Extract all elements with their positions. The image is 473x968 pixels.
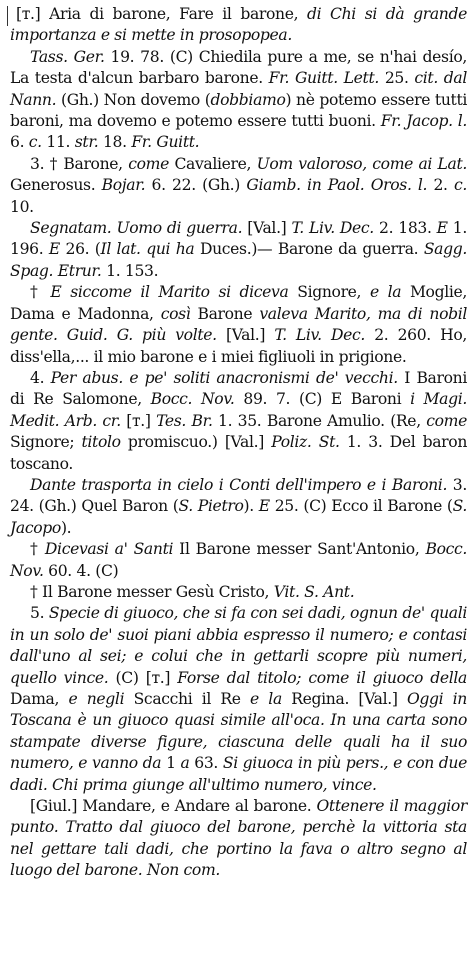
italic-run: Dicevasi a' Santi (44, 540, 174, 559)
italic-run: Il lat. qui ha (100, 240, 195, 259)
text-run: 11. (41, 133, 75, 152)
italic-run: così (160, 304, 191, 323)
text-run: 25. (378, 69, 415, 88)
italic-run: titolo (81, 433, 121, 452)
entry-paragraph (10, 582, 467, 603)
text-run: 60. 4. (C) (43, 561, 119, 580)
text-run: [Giul.] Mandare, e Andare al barone. (30, 797, 317, 816)
entry-paragraph (10, 796, 467, 882)
text-run: ). (60, 518, 72, 537)
entry-paragraph (10, 4, 467, 47)
text-run: Regina. [Val.] (281, 690, 407, 708)
text-run: ) nè potemo essere tutti baroni, ma dovemo e potemo essere tutti buoni. (10, 90, 468, 131)
italic-run: Uom valoroso, come ai Lat. (256, 154, 467, 173)
italic-run: Forse dal titolo; come il giuoco della (177, 668, 467, 687)
text-run: [ᴛ.] (120, 411, 157, 430)
text-run: 1 (161, 754, 181, 773)
entry-paragraph (10, 154, 467, 218)
italic-run: Specie di giuoco, che si fa con sei dadi, ognun de' quali in un solo de' suoi piani abbia espresso il numero; e contasi dall'uno al sei; e colui che in gettarli scopre più numeri, quello vince. (10, 604, 467, 687)
italic-run: e la (369, 283, 402, 302)
text-run: promiscuo.) [Val.] (120, 433, 272, 452)
text-run: 1. 35. Barone Amulio. (Re, (212, 411, 427, 430)
italic-run: Poliz. St. (271, 433, 340, 452)
italic-run: Oggi in Toscana è un giuoco quasi simile all'oca. In una carta sono stampate diverse figure, ciascuna delle quali ha il suo numero, e vanno da (10, 690, 467, 773)
italic-run: dobbiamo (210, 90, 286, 109)
italic-run: S. Pietro (178, 497, 244, 516)
text-run: I Baroni di Re Salomone, (10, 368, 467, 409)
italic-run: come (426, 411, 467, 430)
italic-run: i Magi. Medit. Arb. cr. (10, 390, 467, 430)
text-run: 1. 196. (10, 219, 467, 259)
italic-run: E (258, 497, 270, 516)
italic-run: Dante trasporta in cielo i Conti dell'impero e i Baroni. (30, 475, 448, 494)
entry-paragraph (10, 603, 467, 796)
text-run: 4. (30, 368, 51, 387)
italic-run: c. (453, 176, 467, 195)
text-run: 18. (98, 133, 132, 152)
italic-run: come (128, 154, 169, 173)
entry-paragraph (10, 539, 467, 582)
text-run: 1. 3. Del baron toscano. (10, 433, 468, 473)
italic-run: T. Liv. Dec. (291, 219, 374, 238)
entry-paragraph (10, 218, 467, 282)
text-run: (C) [ᴛ.] (108, 668, 178, 687)
text-run: Scacchi il Re (124, 690, 251, 708)
text-run: 10. (10, 197, 34, 216)
italic-run: E (48, 240, 60, 259)
italic-run: cit. dal Nann. (10, 69, 467, 109)
italic-run: e negli (68, 690, 125, 708)
italic-run: Giamb. in Paol. Oros. l. (246, 176, 428, 195)
italic-run: E siccome il Marito si diceva (50, 283, 289, 302)
italic-run: T. Liv. Dec. (274, 326, 365, 345)
italic-run: Fr. Guitt. Lett. (268, 69, 379, 88)
text-run: Moglie, Dama e Madonna, (10, 283, 467, 323)
entry-paragraph (10, 282, 467, 368)
italic-run: valeva Marito, ma di nobil gente. Guid. G. più volte. (10, 304, 468, 345)
italic-run: Per abus. e pe' soliti anacronismi de' vecchi. (50, 368, 398, 387)
italic-run: Fr. Jacop. l. (380, 112, 468, 131)
entry-paragraph (10, 368, 467, 475)
text-run: 2. 183. (373, 219, 437, 238)
italic-run: E (436, 219, 448, 238)
text-run: [ᴛ.] Aria di barone, Fare il barone, (16, 5, 307, 23)
text-run: Barone (190, 304, 260, 323)
text-run: Generosus. (10, 176, 102, 195)
italic-run: Sagg. Spag. Etrur. (10, 240, 467, 280)
italic-run: Tes. Br. (156, 411, 213, 430)
text-run: 3. † Barone, (30, 154, 129, 173)
text-run: 26. ( (59, 240, 101, 259)
text-run: 25. (C) Ecco il Barone ( (269, 497, 453, 516)
text-run: † (30, 283, 51, 302)
italic-run: Segnatam. Uomo di guerra. (30, 219, 243, 238)
italic-run: S. Jacopo (10, 497, 467, 537)
text-run: 2. (427, 176, 454, 195)
text-run: Signore, (288, 283, 370, 302)
text-run: 6. (10, 133, 29, 152)
italic-run: di Chi si dà grande importanza e si mette in prosopopea. (10, 5, 467, 45)
italic-run: Tass. Ger. (30, 47, 105, 66)
text-run: 2. 260. Ho, diss'ella,... il mio barone e i miei figliuoli in prigione. (10, 326, 467, 366)
text-run: Il Barone messer Sant'Antonio, (173, 540, 426, 559)
text-run: 1. 153. (101, 261, 159, 280)
text-run: Dama, (10, 690, 69, 708)
text-run: 5. (30, 604, 49, 623)
text-run: Cavaliere, (168, 154, 257, 173)
text-run: 63. (189, 754, 223, 773)
italic-run: Bojar. (101, 176, 146, 195)
text-run: † (30, 540, 45, 559)
text-run: 89. 7. (C) E Baroni (234, 390, 411, 409)
text-run: [Val.] (216, 326, 275, 345)
italic-run: Bocc. Nov. (10, 540, 467, 580)
text-run: [Val.] (242, 219, 292, 238)
italic-run: Fr. Guitt. (131, 133, 200, 152)
text-run: † Il Barone messer Gesù Cristo, (30, 582, 274, 601)
text-run: (Gh.) Non dovemo ( (56, 90, 211, 109)
italic-run: e la (250, 690, 282, 708)
column-rule (7, 6, 8, 26)
text-run: 6. 22. (Gh.) (145, 176, 247, 195)
italic-run: Si giuoca in più pers., e con due dadi. Chi prima giunge all'ultimo numero, vince. (10, 754, 467, 794)
entry-paragraph (10, 47, 467, 154)
italic-run: c. (28, 133, 42, 152)
italic-run: Bocc. Nov. (150, 390, 235, 409)
italic-run: Vit. S. Ant. (273, 582, 355, 601)
text-run: Signore; (10, 433, 82, 452)
italic-run: a (180, 754, 190, 773)
text-run: Duces.)— Barone da guerra. (194, 240, 424, 259)
text-run: ). (243, 497, 259, 516)
italic-run: str. (74, 133, 99, 152)
entry-paragraph (10, 475, 467, 539)
text-run: 3. 24. (Gh.) Quel Baron ( (10, 475, 467, 516)
italic-run: Ottenere il maggior punto. Tratto dal giuoco del barone, perchè la vittoria sta nel gettare tali dadi, che portino la fava o altro segno al luogo del barone. Non com. (10, 797, 467, 880)
text-run: 19. 78. (C) Chiedila pure a me, se n'hai desío, La testa d'alcun barbaro barone. (10, 47, 467, 88)
